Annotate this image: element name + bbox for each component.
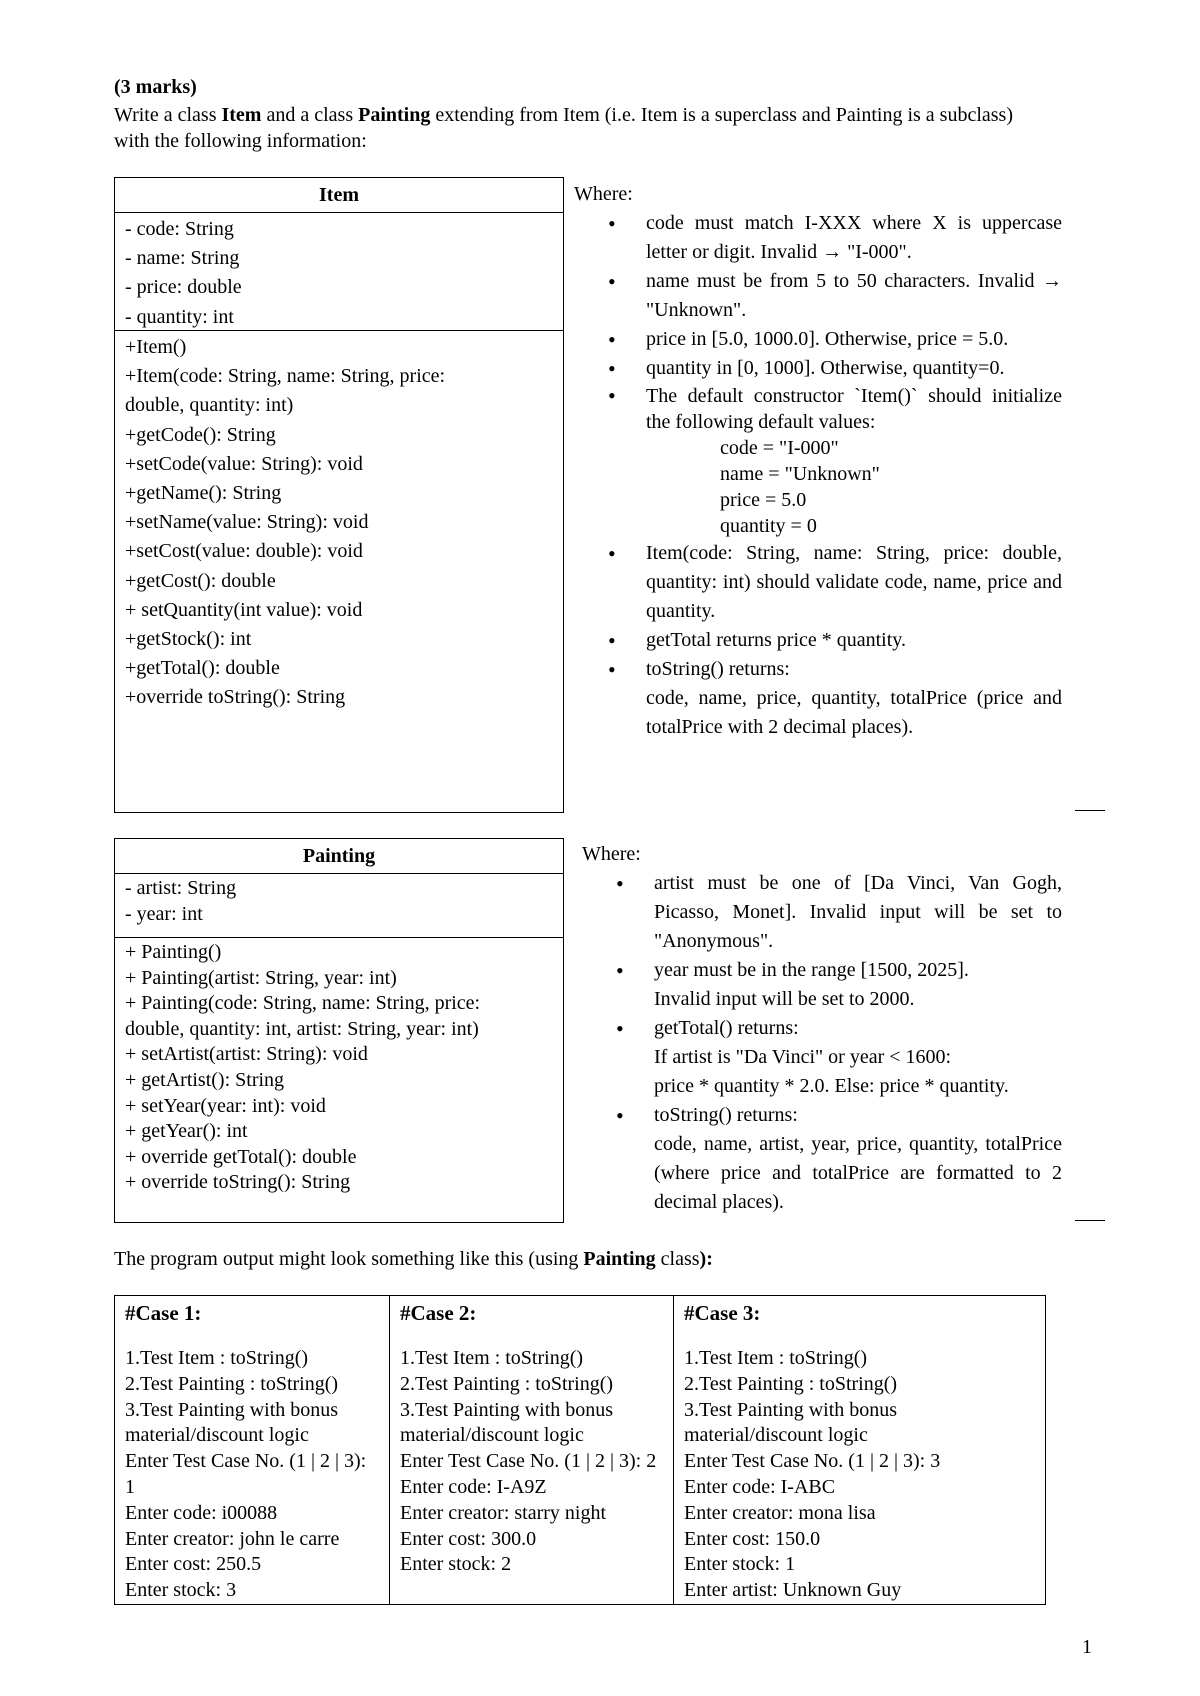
case-heading: #Case 2: (400, 1301, 477, 1325)
output-cases-table (114, 1295, 1046, 1605)
item-attribute: - name: String (125, 247, 240, 270)
item-method: +Item() (125, 336, 187, 358)
item-method: +getCost(): double (125, 569, 276, 592)
case-cell (115, 1296, 390, 1605)
case-line: 2.Test Painting : toString() (400, 1372, 614, 1395)
item-method: +getStock(): int (125, 628, 252, 651)
rule-name: • name must be from 5 to 50 characters. Invalid → "Unknown". (574, 267, 1062, 325)
case-line: Enter stock: 3 (125, 1579, 237, 1602)
item-method: +setName(value: String): void (125, 511, 369, 534)
item-rules-list (574, 209, 1062, 742)
painting-rules (582, 840, 1062, 1217)
case-line: Enter code: I-A9Z (400, 1475, 547, 1498)
painting-method: + getArtist(): String (125, 1068, 285, 1091)
case-heading: #Case 1: (125, 1301, 202, 1325)
rule-tostring: • toString() returns: code, name, price, quantity, totalPrice (price and totalPrice with 2 decimal places). (574, 655, 1062, 742)
table-row (115, 1296, 1046, 1605)
painting-where-label: Where: (582, 843, 641, 865)
painting-attribute: - artist: String (125, 877, 237, 899)
item-attribute: - price: double (125, 276, 242, 299)
painting-class-title: Painting (115, 839, 563, 874)
item-methods (115, 331, 563, 715)
case-line: Enter creator: starry night (400, 1501, 607, 1524)
item-method: +Item(code: String, name: String, price: (125, 365, 446, 388)
item-attribute: - code: String (125, 218, 234, 240)
case-line: 2.Test Painting : toString() (684, 1372, 898, 1395)
item-rules (574, 180, 1062, 742)
rule-year: • year must be in the range [1500, 2025]. Invalid input will be set to 2000. (582, 956, 1062, 1014)
item-attributes (115, 213, 563, 331)
case-line: Enter Test Case No. (1 | 2 | 3): 1 (125, 1450, 367, 1498)
case-line: 3.Test Painting with bonus material/discount logic (400, 1398, 614, 1447)
item-method: +setCost(value: double): void (125, 540, 363, 563)
rule-code: • code must match I-XXX where X is uppercase letter or digit. Invalid → "I-000". (574, 209, 1062, 267)
painting-method: + Painting() (125, 941, 222, 963)
painting-method: + override toString(): String (125, 1171, 351, 1194)
case-line: Enter stock: 1 (684, 1553, 796, 1576)
rule-painting-gettotal: • getTotal() returns: If artist is "Da Vinci" or year < 1600: price * quantity * 2.0. Else: price * quantity. (582, 1014, 1062, 1101)
item-method: +override toString(): String (125, 686, 346, 709)
painting-method: double, quantity: int, artist: String, year: int) (125, 1017, 479, 1040)
divider (1075, 810, 1105, 811)
item-method: +setCode(value: String): void (125, 452, 363, 475)
case-line: 1.Test Item : toString() (684, 1347, 868, 1369)
rule-quantity: • quantity in [0, 1000]. Otherwise, quantity=0. (574, 354, 1062, 383)
default-value: code = "I-000" (720, 437, 839, 459)
rule-gettotal: • getTotal returns price * quantity. (574, 626, 1062, 655)
case-cell (390, 1296, 674, 1605)
case-line: Enter Test Case No. (1 | 2 | 3): 3 (684, 1450, 941, 1473)
painting-method: + getYear(): int (125, 1120, 248, 1143)
case-line: Enter cost: 250.5 (125, 1553, 262, 1576)
item-method: +getCode(): String (125, 423, 276, 446)
rule-painting-tostring: • toString() returns: code, name, artist, year, price, quantity, totalPrice (where price and totalPrice are formatted to 2 decimal places). (582, 1101, 1062, 1217)
page-number: 1 (1082, 1636, 1092, 1658)
painting-attribute: - year: int (125, 902, 203, 925)
case-cell (674, 1296, 1046, 1605)
case-line: Enter creator: mona lisa (684, 1501, 876, 1524)
output-intro: The program output might look something like this (using Painting class): (114, 1248, 713, 1270)
intro-paragraph: Write a class Item and a class Painting extending from Item (i.e. Item is a superclass and Painting is a subclass) with the following information: (114, 104, 1013, 152)
marks-label: (3 marks) (114, 76, 197, 98)
case-line: 3.Test Painting with bonus material/discount logic (125, 1398, 339, 1447)
painting-class-diagram (114, 838, 564, 1223)
default-value: name = "Unknown" (720, 463, 880, 485)
item-method: double, quantity: int) (125, 394, 294, 417)
painting-method: + setYear(year: int): void (125, 1094, 326, 1117)
divider (1075, 1220, 1105, 1221)
item-method: +getName(): String (125, 482, 282, 505)
case-line: 2.Test Painting : toString() (125, 1372, 339, 1395)
item-method: + setQuantity(int value): void (125, 598, 363, 621)
painting-method: + override getTotal(): double (125, 1145, 357, 1168)
painting-attributes (115, 874, 563, 938)
case-line: Enter code: i00088 (125, 1501, 278, 1524)
painting-method: + Painting(artist: String, year: int) (125, 966, 397, 989)
painting-method: + Painting(code: String, name: String, price: (125, 992, 481, 1015)
case-line: 3.Test Painting with bonus material/discount logic (684, 1398, 898, 1447)
case-heading: #Case 3: (684, 1301, 761, 1325)
item-class-diagram (114, 177, 564, 813)
item-class-title: Item (115, 178, 563, 213)
painting-rules-list (582, 869, 1062, 1217)
default-value: quantity = 0 (720, 515, 817, 537)
case-line: Enter code: I-ABC (684, 1475, 836, 1498)
item-where-label: Where: (574, 183, 633, 205)
rule-artist: • artist must be one of [Da Vinci, Van Gogh, Picasso, Monet]. Invalid input will be set to "Anonymous". (582, 869, 1062, 956)
case-line: Enter cost: 150.0 (684, 1527, 821, 1550)
case-line: Enter Test Case No. (1 | 2 | 3): 2 (400, 1450, 657, 1473)
case-line: 1.Test Item : toString() (125, 1347, 309, 1369)
case-line: 1.Test Item : toString() (400, 1347, 584, 1369)
item-method: +getTotal(): double (125, 657, 280, 680)
case-line: Enter cost: 300.0 (400, 1527, 537, 1550)
rule-full-constructor: • Item(code: String, name: String, price: double, quantity: int) should validate code, name, price and quantity. (574, 539, 1062, 626)
case-line: Enter creator: john le carre (125, 1527, 340, 1550)
rule-default-constructor: • The default constructor `Item()` should initialize the following default values: code = "I-000" name = "Unknown" price = 5.0 quantity = 0 (574, 383, 1062, 539)
painting-method: + setArtist(artist: String): void (125, 1043, 368, 1066)
painting-methods (115, 938, 563, 1198)
rule-price: • price in [5.0, 1000.0]. Otherwise, price = 5.0. (574, 325, 1062, 354)
case-line: Enter stock: 2 (400, 1553, 512, 1576)
default-value: price = 5.0 (720, 489, 807, 511)
item-attribute: - quantity: int (125, 305, 234, 328)
case-line: Enter artist: Unknown Guy (684, 1579, 902, 1602)
